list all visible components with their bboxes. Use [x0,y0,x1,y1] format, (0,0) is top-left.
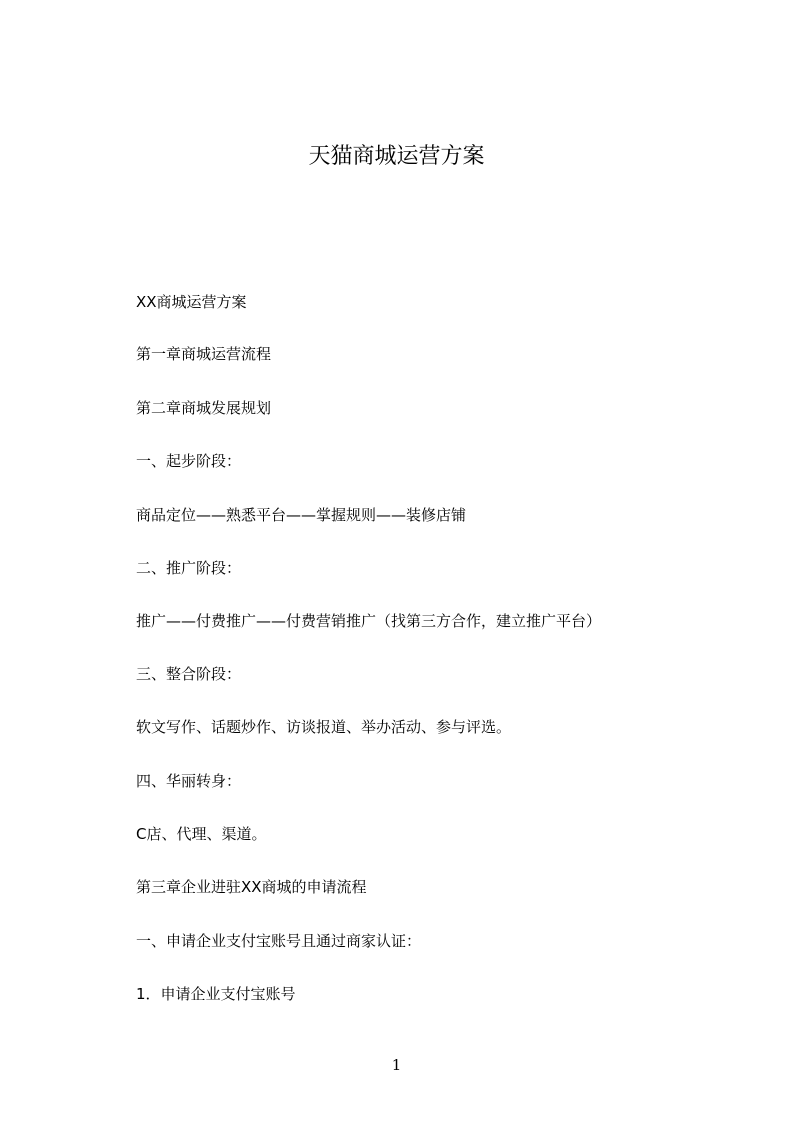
paragraph-line: 四、华丽转身： [136,772,242,790]
paragraph-line: XX商城运营方案 [136,293,247,311]
paragraph-line: 一、起步阶段： [136,452,242,470]
paragraph-line: 推广——付费推广——付费营销推广（找第三方合作，建立推广平台） [136,612,602,630]
paragraph-line: 第一章商城运营流程 [136,345,272,363]
paragraph-line: 商品定位——熟悉平台——掌握规则——装修店铺 [136,506,467,524]
paragraph-line: 二、推广阶段： [136,559,242,577]
paragraph-line: 一、申请企业支付宝账号且通过商家认证： [136,932,422,950]
paragraph-line: 第二章商城发展规划 [136,399,272,417]
paragraph-line: 软文写作、话题炒作、访谈报道、举办活动、参与评选。 [136,718,512,736]
paragraph-line: 第三章企业进驻XX商城的申请流程 [136,878,367,896]
paragraph-line: 三、整合阶段： [136,665,242,683]
paragraph-line: C店、代理、渠道。 [136,825,267,843]
paragraph-line: 1．申请企业支付宝账号 [136,985,296,1003]
document-title: 天猫商城运营方案 [308,144,485,169]
page-number: 1 [391,1056,402,1074]
